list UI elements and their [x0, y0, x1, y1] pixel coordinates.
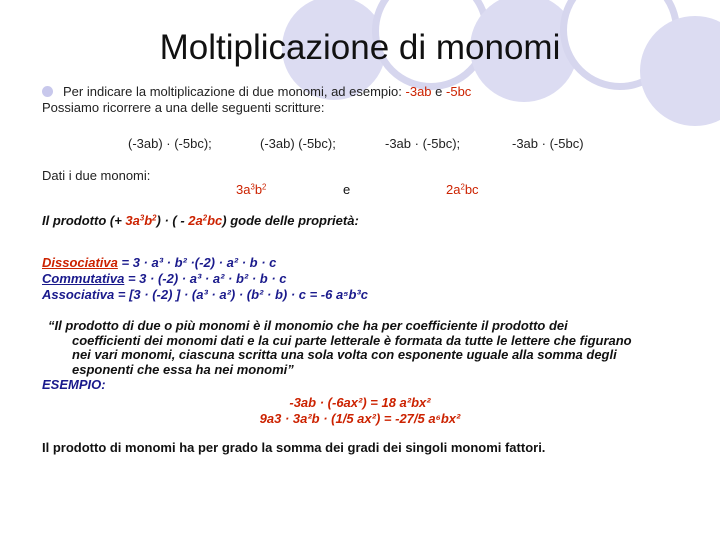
given-monomial-1: $3a^3b^2$: [236, 182, 267, 197]
writing-4: -3ab · (-5bc): [512, 136, 584, 151]
intro-line-2: Possiamo ricorrere a una delle seguenti scritture:: [42, 100, 325, 115]
intro-and: e: [431, 84, 447, 99]
bullet-icon: [42, 86, 53, 97]
page-title: Moltiplicazione di monomi: [159, 28, 561, 67]
conclusion: Il prodotto di monomi ha per grado la somma dei gradi dei singoli monomi fattori.: [42, 440, 546, 455]
property-commutativa: Commutativa = 3 · (-2) · a³ · a² · b² · b · c: [42, 271, 287, 286]
definition-quote: “Il prodotto di due o più monomi è il monomio che ha per coefficiente il prodotto dei coefficienti dei monomi dati e la cui parte letterale è formata da tutte le lettere che figurano nei vari monomi, ciascuna scritta una sola volta con esponente uguale alla somma degli esponenti che essa ha nei monomi”: [48, 318, 632, 377]
property-associativa: Associativa = [3 · (-2) ] · (a³ · a²) · (b² · b) · c = -6 a⁵b³c: [42, 287, 368, 302]
writing-1: (-3ab) · (-5bc);: [128, 136, 212, 151]
writing-2: (-3ab) (-5bc);: [260, 136, 336, 151]
property-dissociativa: Dissociativa = 3 · a³ · b² ·(-2) · a² · b · c: [42, 255, 277, 270]
given-conjunction: e: [343, 182, 351, 197]
example-1: -3ab · (-6ax²) = 18 a²bx²: [289, 395, 431, 410]
writing-3: -3ab · (-5bc);: [385, 136, 461, 151]
given-label: Dati i due monomi:: [42, 168, 151, 183]
intro-line: [42, 84, 471, 99]
product-statement: Il prodotto (+ $3a^3b^2$) · ( - $2a^2bc$) gode delle proprietà:: [42, 213, 359, 228]
intro-text: Per indicare la moltiplicazione di due monomi, ad esempio:: [63, 84, 406, 99]
given-monomial-2: $2a^2bc$: [446, 182, 479, 197]
example-label: ESEMPIO:: [42, 377, 106, 392]
example-2: 9a3 · 3a²b · (1/5 ax²) = -27/5 a⁶bx²: [259, 411, 461, 426]
monomial-a: -3ab: [405, 84, 432, 99]
monomial-b: -5bc: [446, 84, 472, 99]
